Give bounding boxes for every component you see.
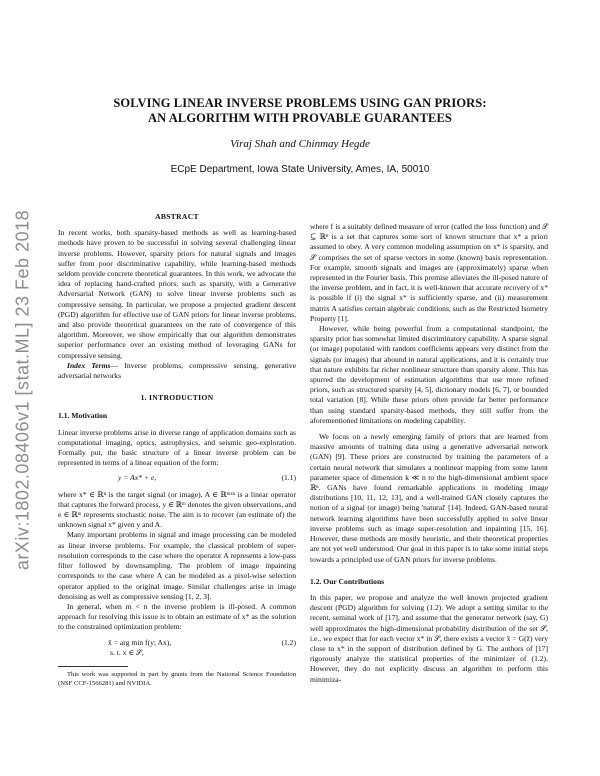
index-terms-text: — Inverse problems, compressive sensing, generative adversarial networks: [58, 360, 296, 381]
equation-1-1: [58, 473, 296, 483]
abstract-heading: ABSTRACT: [155, 212, 199, 221]
footnote-rule: [58, 666, 128, 667]
footnote: This work was supported in part by grants from the National Science Foundation (NSF CCF-1566281) and NVIDIA.: [58, 670, 296, 687]
motivation-heading: 1.1. Motivation: [58, 411, 108, 421]
eq2-number: (1.2): [281, 637, 296, 647]
index-terms-label: Index Terms: [67, 360, 111, 370]
eq2-line-1: x̂ = arg min f(y; Ax),: [108, 637, 172, 647]
right-p3: We focus on a newly emerging family of priors that are learned from massive amounts of training data using a generative adversarial network (GAN) [9]. These priors are constructed by training the parameters of a certain neural network that simulates a nonlinear mapping from some latent parameter space of dimension k ≪ n to the high-dimensional ambient space ℝⁿ. GANs have found remarkable applications in modeling image distributions [10, 11, 12, 13], and a well-trained GAN closely captures the notion of a signal (or image) being 'natural' [14]. Indeed, GAN-based neural network learning algorithms have been successfully applied to solve linear inverse problems such as image super-resolution and inpainting [15, 16]. However, these methods are mostly heuristic, and their theoretical properties are not yet well understood. Our goal in this paper is to take some initial steps towards a principled use of GAN priors for inverse problems.: [310, 432, 548, 564]
left-column: [58, 204, 296, 688]
index-terms: [58, 361, 296, 381]
right-p2: However, while being powerful from a computational standpoint, the sparsity prior has somewhat limited discriminatory capability. A sparse signal (or image) populated with random coefficients appears very distinct from the signals (or images) that abound in natural applications, and it is certainly true that nature exhibits far richer nonlinear structure than sparsity alone. This has spurred the development of estimation algorithms that use more refined priors, such as structured sparsity [4, 5], dictionary models [6, 7], or bounded total variation [8]. While these priors often provide far better performance than using standard sparsity-based methods, they still suffer from the aforementioned limitations on modeling capability.: [310, 324, 548, 425]
affiliation: ECpE Department, Iowa State University, Ames, IA, 50010: [170, 164, 430, 175]
abstract-text: In recent works, both sparsity-based methods as well as learning-based methods have proven to be successful in solving several challenging linear inverse problems. However, sparsity priors for natural signals and images suffer from poor discriminative capability, while learning-based methods seldom provide concrete theoretical guarantees. In this work, we advocate the idea of replacing hand-crafted priors, such as sparsity, with a Generative Adversarial Network (GAN) to solve linear inverse problems such as compressive sensing. In particular, we propose a projected gradient descent (PGD) algorithm for effective use of GAN priors for linear inverse problems, and also provide theoretical guarantees on the rate of convergence of this algorithm. Moreover, we show empirically that our algorithm demonstrates superior performance over an existing method of leveraging GANs for compressive sensing.: [58, 228, 296, 360]
title-line-2: AN ALGORITHM WITH PROVABLE GUARANTEES: [148, 111, 452, 125]
right-p1: where f is a suitably defined measure of error (called the loss function) and 𝒮 ⊆ ℝⁿ is a set that captures some sort of known structure that x* a priori assumed to obey. A very common modeling assumption on x* is sparsity, and 𝒮 comprises the set of sparse vectors in some (known) basis representation. For example, smooth signals and images are (approximately) sparse when represented in the Fourier basis. This premise alleviates the ill-posed nature of the inverse problem, and in fact, it is well-known that accurate recovery of x* is possible if (i) the signal x* is sufficiently sparse, and (ii) measurement matrix A satisfies certain algebraic conditions, such as the Restricted Isometry Property [1].: [310, 222, 548, 323]
intro-heading: 1. INTRODUCTION: [140, 393, 214, 403]
eq2-line-2: s. t. x ∈ 𝒮,: [110, 647, 144, 657]
right-p4: In this paper, we propose and analyze the well known projected gradient descent (PGD) algorithm for solving (1.2). We adopt a setting similar to the recent, seminal work of [17], and assume that the generator network (say, G) well approximates the high-dimensional probability distribution of the set 𝒮, i.e., we expect that for each vector x* in 𝒮, there exists a vector x̂ = G(ẑ) very close to x* in the support of distribution defined by G. The authors of [17] rigorously analyze the statistical properties of the minimizer of (1.2). However, they do not explicitly discuss an algorithm to perform this minimiza-: [310, 592, 548, 684]
intro-p3: Many important problems in signal and image processing can be modeled as linear inverse problems. For example, the classical problem of super-resolution corresponds to the case where the operator A represents a low-pass filter followed by downsampling. The problem of image inpainting corresponds to the case where A can be modeled as a pixel-wise selection operator applied to the original image. Similar challenges arise in image denoising as well as compressive sensing [1, 2, 3].: [58, 530, 296, 601]
intro-p2: where x* ∈ ℝⁿ is the target signal (or image), A ∈ ℝᵐˣⁿ is a linear operator that captures the forward process, y ∈ ℝᵐ denotes the given observations, and e ∈ ℝᵐ represents stochastic noise. The aim is to recover (an estimate of) the unknown signal x* given y and A.: [58, 489, 296, 530]
eq1-expr: y = Ax* + e,: [118, 473, 157, 483]
equation-1-2: [58, 638, 296, 658]
title-line-1: SOLVING LINEAR INVERSE PROBLEMS USING GAN PRIORS:: [113, 96, 487, 110]
arxiv-stamp: arXiv:1802.08406v1 [stat.ML] 23 Feb 2018: [12, 209, 33, 571]
contributions-heading: 1.2. Our Contributions: [310, 576, 385, 586]
eq1-number: (1.1): [281, 473, 296, 483]
right-column: [310, 222, 548, 685]
paper-title: [90, 96, 510, 126]
authors: Viraj Shah and Chinmay Hegde: [230, 138, 370, 150]
intro-p1: Linear inverse problems arise in diverse range of application domains such as computational imaging, optics, astrophysics, and seismic geo-exploration. Formally put, the basic structure of a linear inverse problem can be represented in terms of a linear equation of the form:: [58, 427, 296, 468]
intro-p4: In general, when m < n the inverse problem is ill-posed. A common approach for resolving this issue is to obtain an estimate of x* as the solution to the constrained optimization problem:: [58, 601, 296, 632]
